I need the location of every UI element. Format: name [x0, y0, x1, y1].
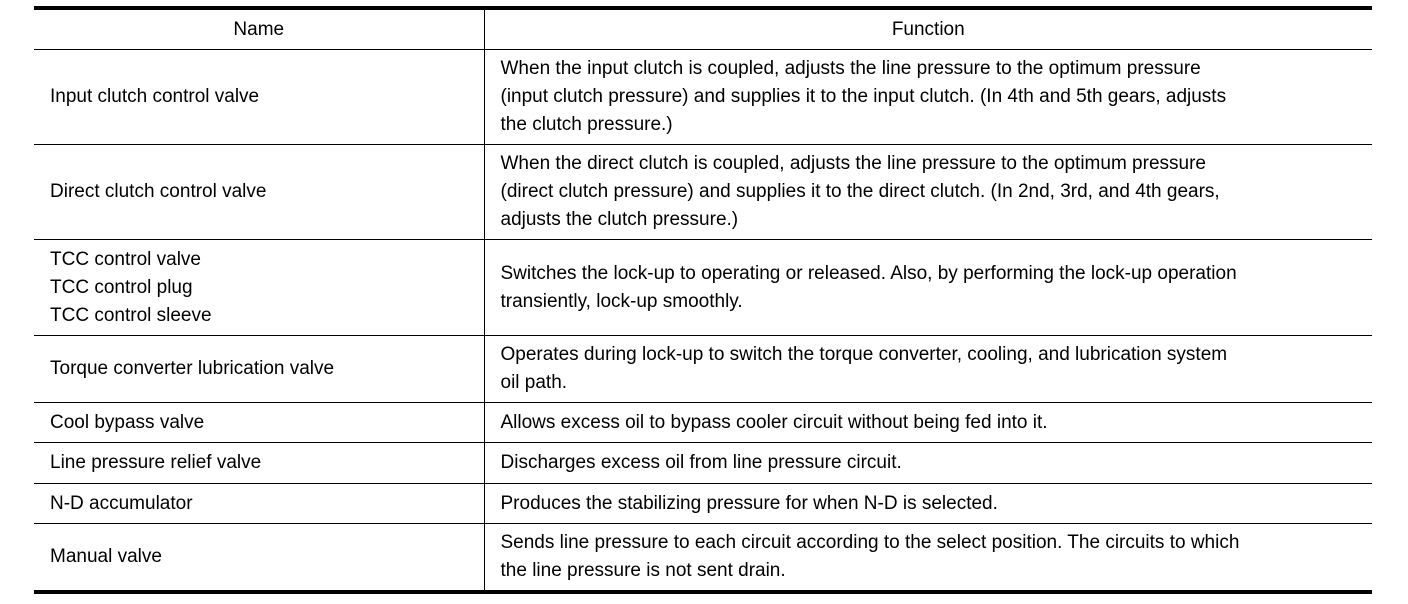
row-function-cell: [484, 403, 1372, 443]
row-name-text: Cool bypass valve: [50, 411, 205, 433]
row-function-text: adjusts the clutch pressure.): [500, 209, 739, 230]
header-function: Function: [484, 8, 1372, 50]
row-name-text: N-D accumulator: [50, 492, 193, 514]
row-name-text: TCC control sleeve: [50, 304, 212, 326]
row-function-text: Discharges excess oil from line pressure circuit.: [500, 452, 902, 473]
table-header: [34, 8, 1372, 50]
row-name-text: TCC control plug: [50, 276, 193, 298]
row-function-text: Sends line pressure to each circuit according to the select position. The circuits to which: [500, 531, 1240, 553]
row-function-text: Operates during lock-up to switch the torque converter, cooling, and lubrication system: [500, 344, 1228, 365]
row-name-cell: [34, 145, 484, 240]
header-row: [34, 8, 1372, 50]
row-function-text: Allows excess oil to bypass cooler circuit without being fed into it.: [500, 411, 1048, 433]
table-row: [34, 484, 1372, 524]
row-function-cell: [484, 240, 1372, 336]
row-name-cell: [34, 336, 484, 403]
table-row: [34, 145, 1372, 240]
row-function-text: When the direct clutch is coupled, adjusts the line pressure to the optimum pressure: [500, 153, 1206, 174]
row-name-text: Input clutch control valve: [50, 86, 260, 107]
row-name-text: Direct clutch control valve: [50, 181, 267, 202]
row-function-cell: [484, 50, 1372, 145]
row-name-text: Line pressure relief valve: [50, 452, 262, 473]
row-function-text: (direct clutch pressure) and supplies it to the direct clutch. (In 2nd, 3rd, and 4th gears,: [500, 181, 1220, 202]
row-function-cell: [484, 336, 1372, 403]
row-name-text: Manual valve: [50, 545, 162, 567]
row-function-text: transiently, lock-up smoothly.: [500, 290, 743, 312]
table-row: [34, 524, 1372, 592]
table-row: [34, 336, 1372, 403]
row-function-text: oil path.: [500, 372, 568, 393]
valve-function-table: [34, 6, 1372, 594]
table-row: [34, 50, 1372, 145]
row-name-cell: [34, 524, 484, 592]
row-name-text: Torque converter lubrication valve: [50, 358, 335, 379]
row-function-cell: [484, 524, 1372, 592]
row-function-text: the clutch pressure.): [500, 114, 673, 135]
row-function-text: (input clutch pressure) and supplies it to the input clutch. (In 4th and 5th gears, adjusts: [500, 86, 1227, 107]
row-name-cell: [34, 50, 484, 145]
row-function-cell: [484, 484, 1372, 524]
row-function-text: the line pressure is not sent drain.: [500, 559, 786, 581]
row-name-text: TCC control valve: [50, 248, 201, 270]
row-name-cell: [34, 443, 484, 484]
row-name-cell: [34, 403, 484, 443]
row-function-cell: [484, 443, 1372, 484]
row-function-text: Switches the lock-up to operating or released. Also, by performing the lock-up operation: [500, 262, 1237, 284]
row-name-cell: [34, 240, 484, 336]
table-row: [34, 240, 1372, 336]
row-name-cell: [34, 484, 484, 524]
header-name: Name: [34, 8, 484, 50]
table-row: [34, 403, 1372, 443]
row-function-cell: [484, 145, 1372, 240]
row-function-text: Produces the stabilizing pressure for when N-D is selected.: [500, 492, 998, 514]
table-body: [34, 50, 1372, 592]
row-function-text: When the input clutch is coupled, adjusts the line pressure to the optimum pressure: [500, 58, 1201, 79]
table-row: [34, 443, 1372, 484]
